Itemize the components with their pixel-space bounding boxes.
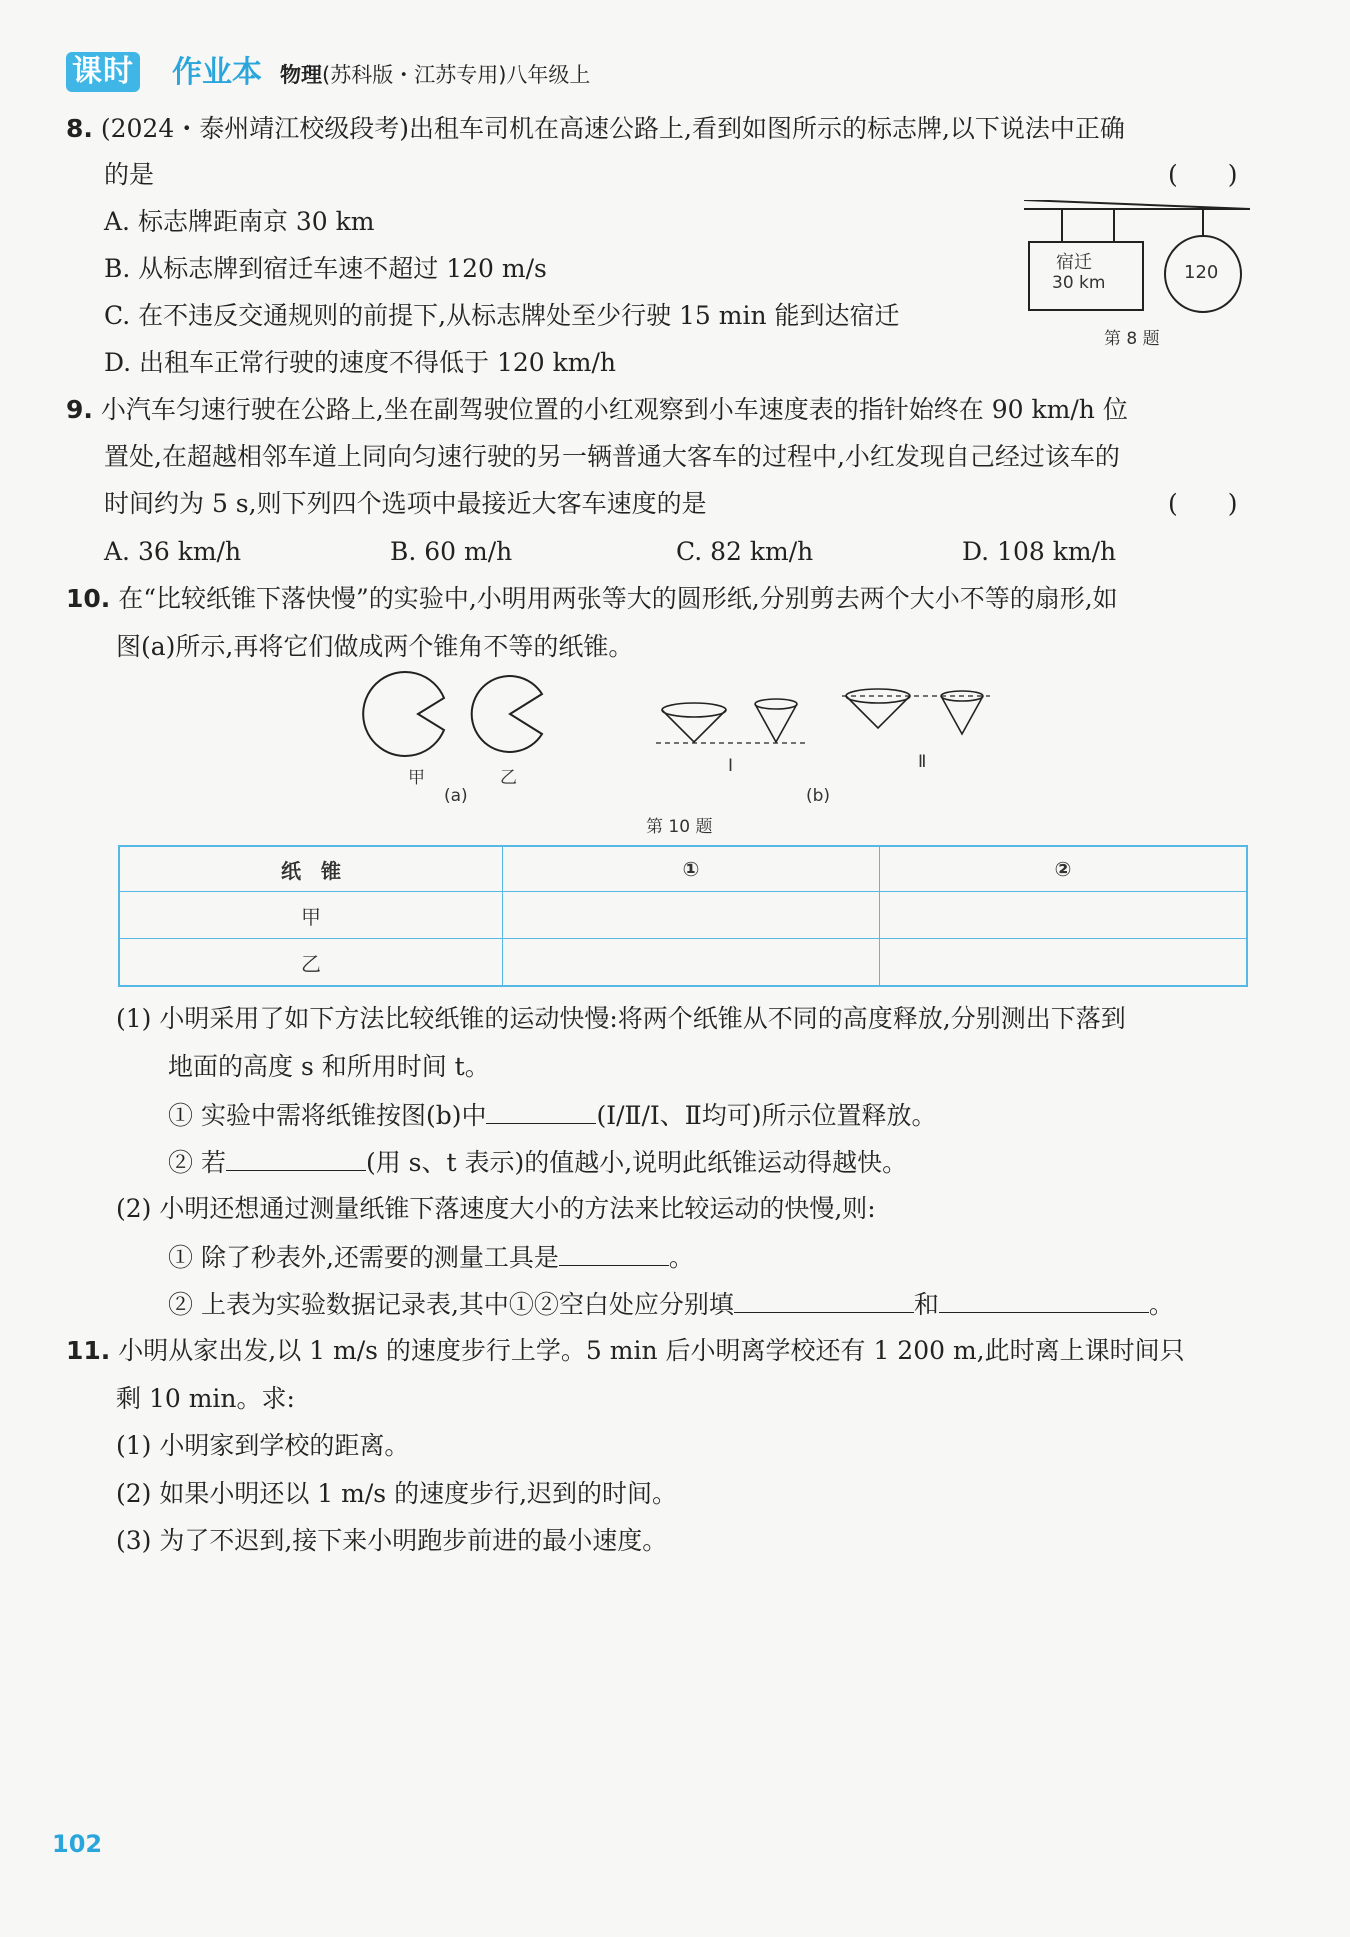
q10-part1-ii-pre: ② 若: [168, 1148, 226, 1177]
q8-line1: [66, 112, 1125, 146]
table-cell: 甲: [119, 892, 503, 939]
table-header: 纸 锥: [119, 846, 503, 892]
q10-part1-ii-post: (用 s、t 表示)的值越小,说明此纸锥运动得越快。: [365, 1148, 908, 1177]
fig-label-yi: 乙: [500, 768, 517, 788]
q11-sub-1: (1) 小明家到学校的距离。: [116, 1431, 410, 1460]
sign-speed: 120: [1184, 262, 1219, 283]
q8-option-b: B. 从标志牌到宿迁车速不超过 120 m/s: [104, 254, 547, 283]
table-header-row: [119, 846, 1247, 892]
table-cell: [880, 892, 1248, 939]
q9-number: 9.: [66, 395, 93, 424]
q9-option-d: D. 108 km/h: [962, 537, 1117, 566]
q8-stem: (2024・泰州靖江校级段考)出租车司机在高速公路上,看到如图所示的标志牌,以下说法中正确: [100, 114, 1125, 143]
q11-sub-3: (3) 为了不迟到,接下来小明跑步前进的最小速度。: [116, 1526, 668, 1555]
q8-line2: 的是: [104, 160, 155, 189]
q10-stem: 在“比较纸锥下落快慢”的实验中,小明用两张等大的圆形纸,分别剪去两个大小不等的扇形,如: [118, 584, 1118, 613]
q10-part2-ii-pre: ② 上表为实验数据记录表,其中①②空白处应分别填: [168, 1290, 734, 1319]
q11-line1: [66, 1334, 1185, 1368]
q9-stem: 小汽车匀速行驶在公路上,坐在副驾驶位置的小红观察到小车速度表的指针始终在 90 km/h 位: [100, 395, 1128, 424]
q11-line2: 剩 10 min。求:: [116, 1384, 295, 1413]
q11-number: 11.: [66, 1336, 111, 1365]
table-row: [119, 939, 1247, 987]
q9-line3: 时间约为 5 s,则下列四个选项中最接近大客车速度的是: [104, 489, 707, 518]
answer-blank[interactable]: [939, 1286, 1149, 1313]
sign-distance: 30 km: [1052, 273, 1106, 293]
fig-label-jia: 甲: [408, 768, 425, 788]
q10-part1-cont: 地面的高度 s 和所用时间 t。: [168, 1052, 490, 1081]
answer-blank[interactable]: [486, 1097, 596, 1124]
fig-label-II: Ⅱ: [918, 752, 927, 772]
brand-badge: 课时: [66, 52, 140, 92]
q10-part1-ii: [168, 1144, 907, 1180]
q8-option-d: D. 出租车正常行驶的速度不得低于 120 km/h: [104, 348, 617, 377]
table-cell: [503, 892, 880, 939]
q11-stem: 小明从家出发,以 1 m/s 的速度步行上学。5 min 后小明离学校还有 1 200 m,此时离上课时间只: [118, 1336, 1185, 1365]
table-cell: [880, 939, 1248, 987]
paper-circle-jia: [363, 672, 444, 756]
q10-part2-i: [168, 1239, 694, 1275]
q8-number: 8.: [66, 114, 93, 143]
q8-option-c: C. 在不违反交通规则的前提下,从标志牌处至少行驶 15 min 能到达宿迁: [104, 301, 900, 330]
q9-option-b: B. 60 m/h: [390, 537, 513, 566]
table-header: ②: [880, 846, 1248, 892]
sign-city: 宿迁: [1056, 252, 1092, 273]
q10-part2-ii: [168, 1286, 1174, 1322]
q10-part1: (1) 小明采用了如下方法比较纸锥的运动快慢:将两个纸锥从不同的高度释放,分别测出下落到: [116, 1004, 1126, 1033]
q10-part2-i-post: 。: [668, 1243, 694, 1272]
answer-blank[interactable]: [559, 1239, 669, 1266]
table-row: [119, 892, 1247, 939]
fig-label-b: (b): [806, 786, 831, 806]
header-subtitle: [280, 60, 590, 90]
q10-line2: 图(a)所示,再将它们做成两个锥角不等的纸锥。: [116, 632, 634, 661]
q9-answer-paren: ( ): [1168, 489, 1238, 518]
fig-label-I: Ⅰ: [728, 756, 734, 776]
page-number: 102: [52, 1830, 103, 1858]
q10-part2-ii-post: 。: [1148, 1290, 1174, 1319]
answer-blank[interactable]: [226, 1144, 366, 1171]
q9-line2: 置处,在超越相邻车道上同向匀速行驶的另一辆普通大客车的过程中,小红发现自己经过该车的: [104, 442, 1120, 471]
brand-title: 作业本: [172, 55, 262, 90]
q9-line1: [66, 393, 1128, 427]
q8-caption: 第 8 题: [1104, 329, 1160, 349]
q10-part2: (2) 小明还想通过测量纸锥下落速度大小的方法来比较运动的快慢,则:: [116, 1194, 876, 1223]
table-header: ①: [503, 846, 880, 892]
q10-part1-i-post: (Ⅰ/Ⅱ/Ⅰ、Ⅱ均可)所示位置释放。: [596, 1101, 937, 1130]
paper-circle-yi: [472, 676, 542, 752]
q9-option-c: C. 82 km/h: [676, 537, 814, 566]
q10-line1: [66, 582, 1118, 616]
q8-option-a: A. 标志牌距南京 30 km: [104, 207, 375, 236]
record-table: [118, 845, 1248, 987]
q10-part1-i: [168, 1097, 937, 1133]
q8-answer-paren: ( ): [1168, 160, 1238, 189]
header-edition: (苏科版・江苏专用)八年级上: [322, 63, 591, 87]
q9-option-a: A. 36 km/h: [104, 537, 242, 566]
q10-number: 10.: [66, 584, 111, 613]
q10-part2-i-pre: ① 除了秒表外,还需要的测量工具是: [168, 1243, 559, 1272]
table-cell: [503, 939, 880, 987]
header-subject: 物理: [280, 63, 322, 87]
q11-sub-2: (2) 如果小明还以 1 m/s 的速度步行,迟到的时间。: [116, 1479, 678, 1508]
q8-sign-figure: [1010, 200, 1260, 320]
answer-blank[interactable]: [734, 1286, 914, 1313]
table-cell: 乙: [119, 939, 503, 987]
q10-caption: 第 10 题: [646, 817, 713, 837]
fig-label-a: (a): [444, 786, 468, 806]
q10-part1-i-pre: ① 实验中需将纸锥按图(b)中: [168, 1101, 487, 1130]
q10-part2-ii-mid: 和: [913, 1290, 939, 1319]
q10-figure: [360, 670, 1020, 790]
